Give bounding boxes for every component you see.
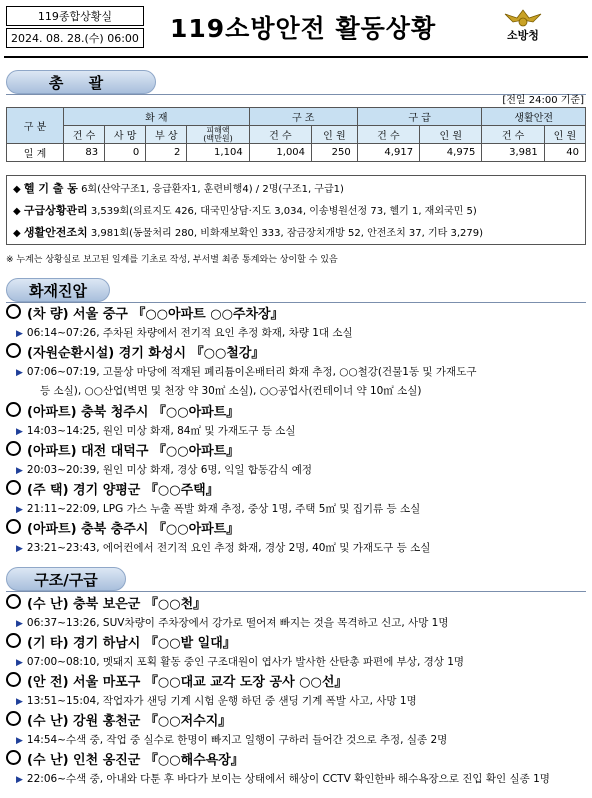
table-row [7,144,586,162]
summary-item: ◆ 생활안전조치 3,981회(동물처리 280, 비화재보확인 333, 잠금장치개방 52, 안전조치 37, 기타 3,279) [13,226,484,239]
circle-bullet-icon [6,304,21,319]
summary-item: ◆ 헬 기 출 동 6회(산악구조1, 응급환자1, 훈련비행4) / 2명(구조1, 구급1) [13,182,344,195]
col-header: 건 수 [64,126,105,144]
summary-item-label: 구급상황관리 [23,204,88,217]
report-date: 2024. 08. 28.(수) 06:00 [6,28,144,48]
incident-detail: 14:54~수색 중, 작업 중 실수로 한명이 빠지고 일행이 구하러 들어간 것으로 추정, 실종 2명 [26,734,448,746]
circle-bullet-icon [6,480,21,495]
incident-detail: 07:00~08:10, 멧돼지 포획 활동 중인 구조대원이 엽사가 발사한 산탄총 파편에 부상, 경상 1명 [26,656,465,668]
table-cell: 4,917 [357,144,419,162]
incident-detail: 21:11~22:09, LPG 가스 누출 폭발 화재 추정, 중상 1명, 주택 5㎡ 및 집기류 등 소실 [26,503,421,515]
table-cell: 2 [146,144,187,162]
summary-table [6,107,586,162]
col-header: 부 상 [146,126,187,144]
incident-item [6,441,586,480]
table-cell: 83 [64,144,105,162]
incident-item [6,594,586,633]
section-divider [6,591,586,592]
summary-details-box [6,175,586,245]
incident-item [6,343,586,400]
table-cell: 250 [312,144,358,162]
group-fire: 화 재 [64,108,250,126]
incident-item [6,750,586,789]
incident-detail: 22:06~수색 중, 아내와 다툰 후 바다가 보이는 상태에서 해상이 CCTV 확인한바 해수욕장으로 진입 확인 실종 1명 [26,773,550,785]
incident-head: (기 타) 경기 하남시 『○○밭 일대』 [27,636,236,651]
table-cell: 4,975 [420,144,482,162]
incident-item [6,633,586,672]
section-title-rescue: 구조/구급 [6,567,126,591]
col-header: 인 원 [420,126,482,144]
incident-item [6,480,586,519]
circle-bullet-icon [6,672,21,687]
circle-bullet-icon [6,343,21,358]
incident-head: (아파트) 충북 청주시 『○○아파트』 [27,405,240,420]
col-header: 건 수 [249,126,311,144]
incident-detail: 07:06~07:19, 고물상 마당에 적재된 폐리튬이온배터리 화재 추정, ○○철강(건물1동 및 가재도구 [26,366,477,378]
summary-item-text: 3,539회(의료지도 426, 대국민상담·지도 3,034, 이송병원선정 73, 헬기 1, 재외국민 5) [90,206,477,217]
page-title: 119소방안전 활동상황 [170,14,437,43]
incident-detail: 13:51~15:04, 작업자가 샌딩 기계 시험 운행 하던 중 샌딩 기계 폭발 사고, 사망 1명 [26,695,417,707]
section-divider [6,302,586,303]
incident-head: (아파트) 대전 대덕구 『○○아파트』 [27,444,240,459]
table-cell: 1,104 [187,144,249,162]
incident-head: (수 난) 인천 옹진군 『○○해수욕장』 [27,753,244,768]
triangle-bullet-icon: ▶ [16,736,23,746]
col-header: 건 수 [357,126,419,144]
circle-bullet-icon [6,633,21,648]
footnote: ※ 누계는 상황실로 보고된 일계를 기초로 작성, 부서별 최종 통계와는 상이할 수 있음 [6,255,338,265]
eagle-emblem-icon [503,6,543,30]
summary-item: ◆ 구급상황관리 3,539회(의료지도 426, 대국민상담·지도 3,034, 이송병원선정 73, 헬기 1, 재외국민 5) [13,204,477,217]
incident-head: (안 전) 서울 마포구 『○○대교 교각 도장 공사 ○○선』 [27,675,348,690]
damage-unit: (백만원) [203,133,233,143]
table-cell: 40 [544,144,585,162]
col-header: 건 수 [482,126,544,144]
col-gubun: 구 분 [7,108,64,144]
org-label: 119종합상황실 [6,6,144,26]
triangle-bullet-icon: ▶ [16,368,23,378]
table-cell: 0 [105,144,146,162]
incident-item [6,519,586,558]
incident-head: (수 난) 강원 홍천군 『○○저수지』 [27,714,232,729]
summary-item-text: 3,981회(동물처리 280, 비화재보확인 333, 잠금장치개방 52, 안전조치 37, 기타 3,279) [90,228,484,239]
circle-bullet-icon [6,402,21,417]
damage-label: 피해액 [206,125,230,135]
row-label: 일 계 [7,144,64,162]
triangle-bullet-icon: ▶ [16,775,23,785]
section-title-fire: 화재진압 [6,278,110,302]
incident-detail: 14:03~14:25, 원인 미상 화재, 84㎡ 및 가재도구 등 소실 [26,425,296,437]
col-header: 인 원 [312,126,358,144]
summary-item-label: 생활안전조치 [23,226,88,239]
section-title-summary: 총 괄 [6,70,156,94]
incident-head: (자원순환시설) 경기 화성시 『○○철강』 [27,346,265,361]
table-cell: 3,981 [482,144,544,162]
incident-detail: 23:21~23:43, 에어컨에서 전기적 요인 추정 화재, 경상 2명, 40㎡ 및 가재도구 등 소실 [26,542,431,554]
col-header-damage [187,126,249,144]
incident-item [6,711,586,750]
triangle-bullet-icon: ▶ [16,544,23,554]
base-time-note: [전일 24:00 기준] [502,95,584,106]
incident-head: (아파트) 충북 충주시 『○○아파트』 [27,522,240,537]
section-divider [6,94,586,95]
incident-detail: 06:37~13:26, SUV차량이 주차장에서 강가로 떨어져 빠지는 것을 목격하고 신고, 사망 1명 [26,617,449,629]
triangle-bullet-icon: ▶ [16,427,23,437]
incident-head: (차 량) 서울 중구 『○○아파트 ○○주차장』 [27,307,284,322]
col-header: 사 망 [105,126,146,144]
incident-detail-cont: 등 소실), ○○산업(벽면 및 천장 약 30㎡ 소실), ○○공업사(컨테이너 약 10㎡ 소실) [40,385,422,397]
group-rescue: 구 조 [249,108,357,126]
triangle-bullet-icon: ▶ [16,505,23,515]
logo-text: 소방청 [507,29,539,42]
circle-bullet-icon [6,519,21,534]
incident-item [6,672,586,711]
circle-bullet-icon [6,594,21,609]
incident-head: (수 난) 충북 보은군 『○○천』 [27,597,207,612]
triangle-bullet-icon: ▶ [16,658,23,668]
incident-detail: 20:03~20:39, 원인 미상 화재, 경상 6명, 익일 합동감식 예정 [26,464,313,476]
group-safety: 생활안전 [482,108,586,126]
circle-bullet-icon [6,750,21,765]
incident-detail: 06:14~07:26, 주차된 차량에서 전기적 요인 추정 화재, 차량 1대 소실 [26,327,353,339]
summary-item-text: 6회(산악구조1, 응급환자1, 훈련비행4) / 2명(구조1, 구급1) [81,184,344,195]
header-divider [4,56,588,58]
triangle-bullet-icon: ▶ [16,697,23,707]
incident-head: (주 택) 경기 양평군 『○○주택』 [27,483,219,498]
triangle-bullet-icon: ▶ [16,619,23,629]
group-ems: 구 급 [357,108,482,126]
circle-bullet-icon [6,711,21,726]
circle-bullet-icon [6,441,21,456]
incident-item [6,304,586,343]
incident-item [6,402,586,441]
summary-item-label: 헬 기 출 동 [23,182,78,195]
col-header: 인 원 [544,126,585,144]
triangle-bullet-icon: ▶ [16,466,23,476]
table-cell: 1,004 [249,144,311,162]
agency-logo [494,6,552,46]
triangle-bullet-icon: ▶ [16,329,23,339]
